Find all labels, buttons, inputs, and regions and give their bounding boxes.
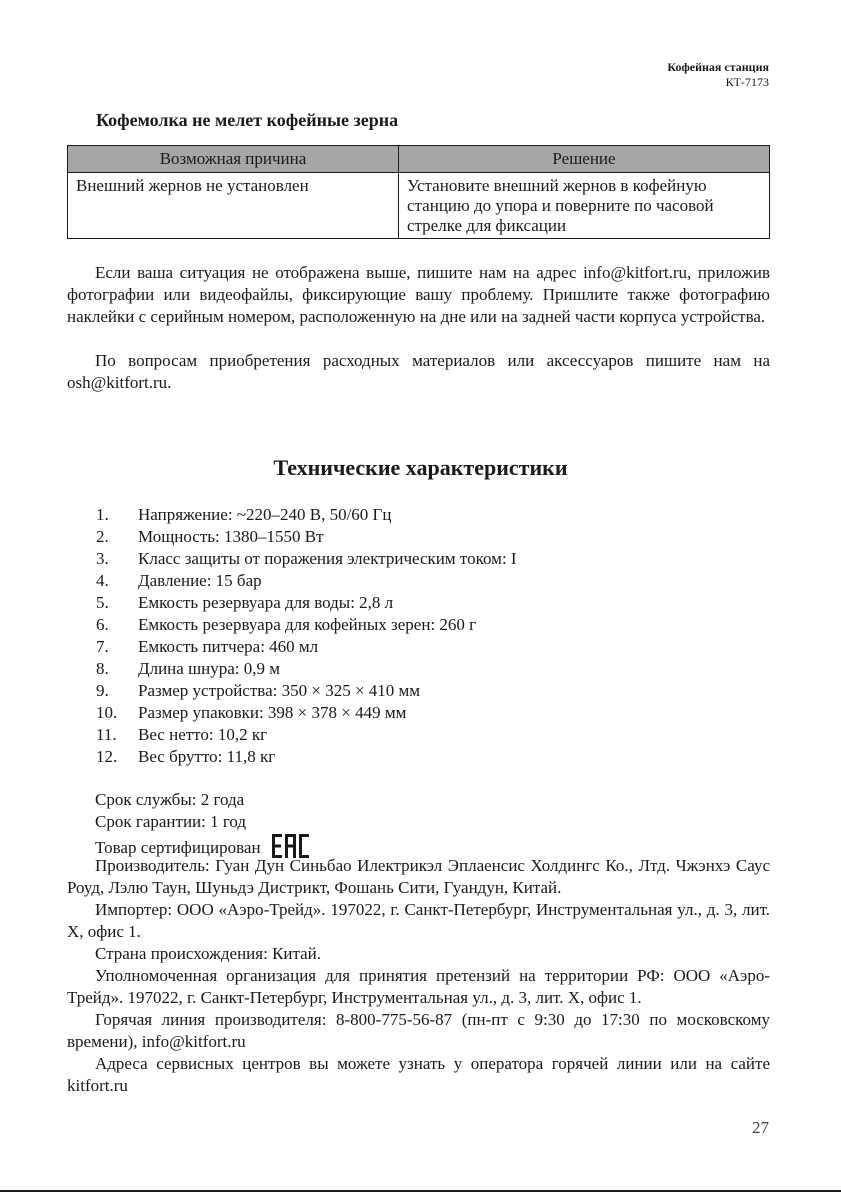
manufacturer-text: Производитель: Гуан Дун Синьбао Илектрикэл Эплаенсис Холдингс Ко., Лтд. Чжэнхэ Саус Роуд, Лэлю Таун, Шуньдэ Дистрикт, Фошань Сити, Гуандун, Китай. [67, 856, 770, 897]
service-life: Срок службы: 2 года [95, 790, 245, 809]
spec-item [96, 592, 517, 614]
spec-item [96, 658, 517, 680]
header-model: КТ-7173 [725, 75, 769, 89]
spec-text: Давление: 15 бар [138, 571, 262, 590]
specs-list [96, 504, 517, 768]
spec-text: Напряжение: ~220–240 В, 50/60 Гц [138, 505, 392, 524]
service-centers-text: Адреса сервисных центров вы можете узнать у оператора горячей линии или на сайте kitfort.ru [67, 1054, 770, 1095]
legal-info-block [67, 855, 770, 1097]
hotline-paragraph [67, 1009, 770, 1053]
spec-item [96, 680, 517, 702]
spec-item [96, 636, 517, 658]
spec-number: 5. [96, 593, 109, 612]
spec-number: 1. [96, 505, 109, 524]
table-row [68, 173, 770, 239]
table-header-row [68, 146, 770, 173]
certified-label: Товар сертифицирован [95, 838, 261, 857]
specs-title: Технические характеристики [273, 455, 568, 480]
spec-number: 7. [96, 637, 109, 656]
spec-text: Длина шнура: 0,9 м [138, 659, 281, 678]
troubleshooting-table [67, 145, 770, 239]
spec-text: Мощность: 1380–1550 Вт [138, 527, 324, 546]
spec-text: Емкость резервуара для кофейных зерен: 260 г [138, 615, 477, 634]
spec-text: Вес брутто: 11,8 кг [138, 747, 276, 766]
troubleshooting-title: Кофемолка не мелет кофейные зерна [96, 110, 399, 130]
spec-number: 6. [96, 615, 109, 634]
origin-text: Страна происхождения: Китай. [95, 944, 322, 963]
spec-number: 3. [96, 549, 109, 568]
authorized-text: Уполномоченная организация для принятия претензий на территории РФ: ООО «Аэро-Трейд». 197022, г. Санкт-Петербург, Инструментальная ул., д. 3, лит. Х, офис 1. [67, 966, 770, 1007]
bottom-divider [0, 1190, 841, 1192]
spec-item [96, 526, 517, 548]
spec-text: Емкость питчера: 460 мл [138, 637, 319, 656]
spec-number: 12. [96, 747, 118, 766]
contact-paragraph [67, 262, 770, 328]
spec-text: Размер упаковки: 398 × 378 × 449 мм [138, 703, 407, 722]
spec-item [96, 548, 517, 570]
spec-item [96, 746, 517, 768]
spec-number: 4. [96, 571, 109, 590]
spec-text: Вес нетто: 10,2 кг [138, 725, 268, 744]
solution-cell: Установите внешний жернов в кофейную станцию до упора и поверните по часовой стрелке для фиксации [399, 173, 770, 239]
spec-item [96, 570, 517, 592]
accessories-paragraph [67, 350, 770, 394]
column-header-solution: Решение [399, 146, 770, 173]
warranty: Срок гарантии: 1 год [95, 812, 247, 831]
origin-paragraph [67, 943, 770, 965]
column-header-cause: Возможная причина [68, 146, 399, 173]
spec-number: 10. [96, 703, 118, 722]
header-product: Кофейная станция [667, 60, 769, 74]
spec-number: 11. [96, 725, 117, 744]
spec-text: Класс защиты от поражения электрическим током: I [138, 549, 517, 568]
spec-text: Размер устройства: 350 × 325 × 410 мм [138, 681, 421, 700]
spec-item [96, 504, 517, 526]
cause-cell: Внешний жернов не установлен [68, 173, 399, 239]
contact-text: Если ваша ситуация не отображена выше, пишите нам на адрес info@kitfort.ru, приложив фотографии или видеофайлы, фиксирующие вашу проблему. Пришлите также фотографию наклейки с серийным номером, расположенную на дне или на задней части корпуса устройства. [67, 263, 770, 326]
service-centers-paragraph [67, 1053, 770, 1097]
spec-item [96, 614, 517, 636]
accessories-text: По вопросам приобретения расходных материалов или аксессуаров пишите нам на osh@kitfort.ru. [67, 351, 770, 392]
hotline-text: Горячая линия производителя: 8-800-775-56-87 (пн-пт с 9:30 до 17:30 по московскому времени), info@kitfort.ru [67, 1010, 770, 1051]
spec-number: 9. [96, 681, 109, 700]
spec-item [96, 702, 517, 724]
spec-item [96, 724, 517, 746]
spec-number: 8. [96, 659, 109, 678]
page-number: 27 [752, 1118, 769, 1137]
importer-text: Импортер: ООО «Аэро-Трейд». 197022, г. Санкт-Петербург, Инструментальная ул., д. 3, лит. Х, офис 1. [67, 900, 770, 941]
manufacturer-paragraph [67, 855, 770, 899]
importer-paragraph [67, 899, 770, 943]
spec-text: Емкость резервуара для воды: 2,8 л [138, 593, 394, 612]
spec-number: 2. [96, 527, 109, 546]
authorized-paragraph [67, 965, 770, 1009]
